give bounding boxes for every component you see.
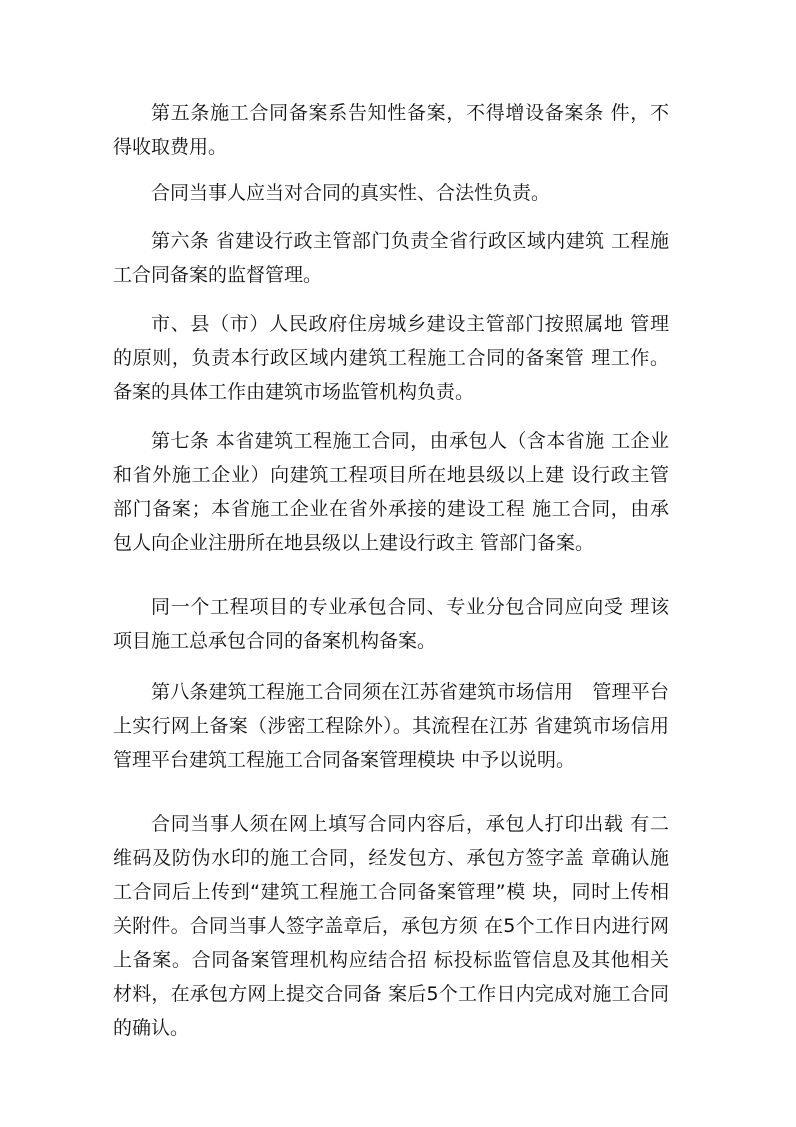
article-5-paragraph: 第五条施工合同备案系告知性备案，不得增设备案条 件，不得收取费用。	[113, 102, 669, 158]
article-7-paragraph: 第七条 本省建筑工程施工合同，由承包人（含本省施 工企业和省外施工企业）向建筑工程项目所在地县级以上建 设行政主管部门备案；本省施工企业在省外承接的建设工程 施工合同，由承包人向企业注册所在地县级以上建设行政主 管部门备案。	[113, 430, 669, 554]
article-6-paragraph: 第六条 省建设行政主管部门负责全省行政区域内建筑 工程施工合同备案的监督管理。	[113, 230, 669, 286]
article-5-responsibility-paragraph: 合同当事人应当对合同的真实性、合法性负责。	[151, 182, 551, 204]
article-6-local-paragraph: 市、县（市）人民政府住房城乡建设主管部门按照属地 管理的原则，负责本行政区域内建筑工程施工合同的备案管 理工作。备案的具体工作由建筑市场监管机构负责。	[113, 313, 669, 403]
article-7-subcontract-paragraph: 同一个工程项目的专业承包合同、专业分包合同应向受 理该项目施工总承包合同的备案机构备案。	[113, 596, 669, 652]
article-8-procedure-paragraph: 合同当事人须在网上填写合同内容后，承包人打印出载 有二维码及防伪水印的施工合同，经发包方、承包方签字盖 章确认施工合同后上传到“建筑工程施工合同备案管理”模 块，同时上传相关附件。合同当事人签字盖章后，承包方须 在5个工作日内进行网上备案。合同备案管理机构应结合招 标投标监管信息及其他相关材料，在承包方网上提交合同备 案后5个工作日内完成对施工合同的确认。	[113, 813, 669, 1039]
article-8-paragraph: 第八条建筑工程施工合同须在江苏省建筑市场信用 管理平台上实行网上备案（涉密工程除外）。其流程在江苏 省建筑市场信用管理平台建筑工程施工合同备案管理模块 中予以说明。	[113, 681, 669, 771]
